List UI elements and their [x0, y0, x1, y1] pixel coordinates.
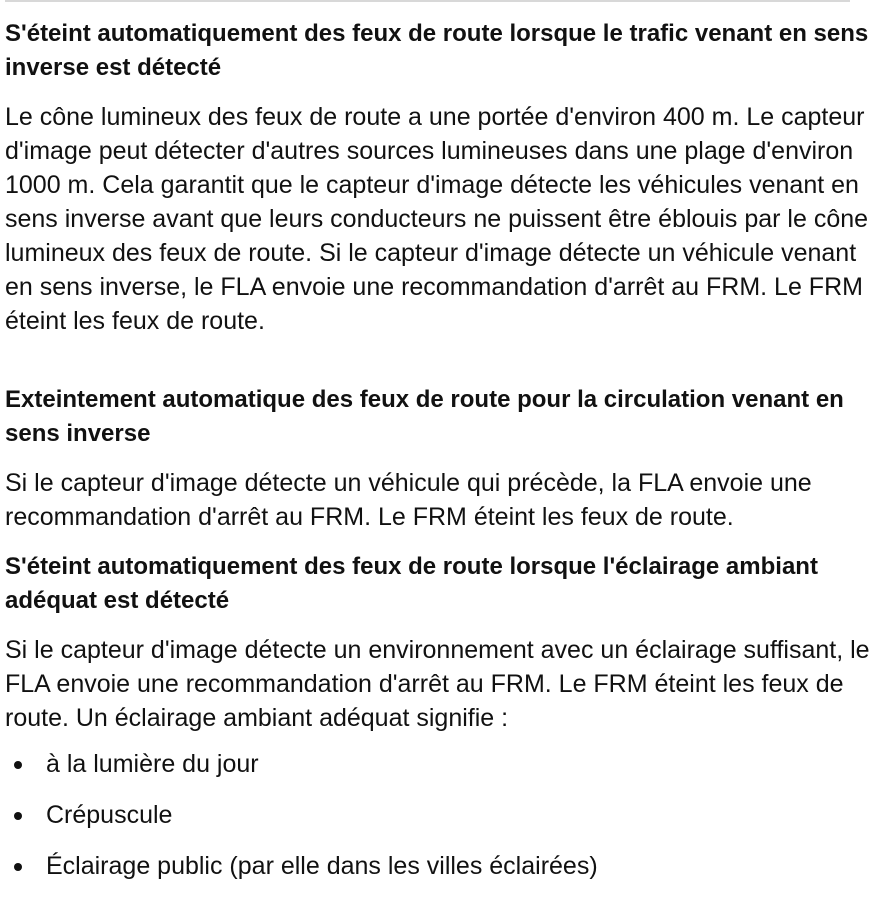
- section-title-oncoming-traffic: S'éteint automatiquement des feux de route lorsque le trafic venant en sens inverse est détecté: [5, 20, 869, 81]
- paragraph-ambient-light: Si le capteur d'image détecte un environnement avec un éclairage suffisant, le FLA envoie une recommandation d'arrêt au FRM. Le FRM éteint les feux de route. Un éclairage ambiant adéquat signifie :: [5, 636, 870, 732]
- paragraph-oncoming-traffic: Le cône lumineux des feux de route a une portée d'environ 400 m. Le capteur d'image peut détecter d'autres sources lumineuses dans une plage d'environ 1000 m. Cela garantit que le capteur d'image détecte les véhicules venant en sens inverse avant que leurs conducteurs ne puissent être éblouis par le cône lumineux des feux de route. Si le capteur d'image détecte un véhicule venant en sens inverse, le FLA envoie une recommandation d'arrêt au FRM. Le FRM éteint les feux de route.: [5, 103, 869, 335]
- paragraph-preceding-vehicle: Si le capteur d'image détecte un véhicule qui précède, la FLA envoie une recommandation d'arrêt au FRM. Le FRM éteint les feux de route.: [5, 469, 812, 531]
- section-title-ambient-light: S'éteint automatiquement des feux de route lorsque l'éclairage ambiant adéquat est détecté: [5, 553, 818, 614]
- list-item: [5, 798, 883, 849]
- section-heading: [5, 383, 883, 451]
- bullet-icon: [14, 863, 22, 871]
- section-body: [5, 100, 883, 338]
- top-divider: [5, 0, 850, 2]
- section-heading: [5, 17, 883, 85]
- section-title-preceding-vehicle: Exteintement automatique des feux de route pour la circulation venant en sens inverse: [5, 386, 844, 447]
- list-item-text: à la lumière du jour: [46, 750, 259, 778]
- ambient-light-list: [5, 747, 883, 900]
- list-item: [5, 849, 883, 900]
- section-body: [5, 633, 883, 735]
- list-item-text: Crépuscule: [46, 801, 173, 829]
- bullet-icon: [14, 761, 22, 769]
- list-item-text: Éclairage public (par elle dans les villes éclairées): [46, 852, 598, 880]
- section-body: [5, 466, 883, 534]
- bullet-icon: [14, 812, 22, 820]
- list-item: [5, 747, 883, 798]
- section-heading: [5, 550, 883, 618]
- document-page: [5, 0, 883, 900]
